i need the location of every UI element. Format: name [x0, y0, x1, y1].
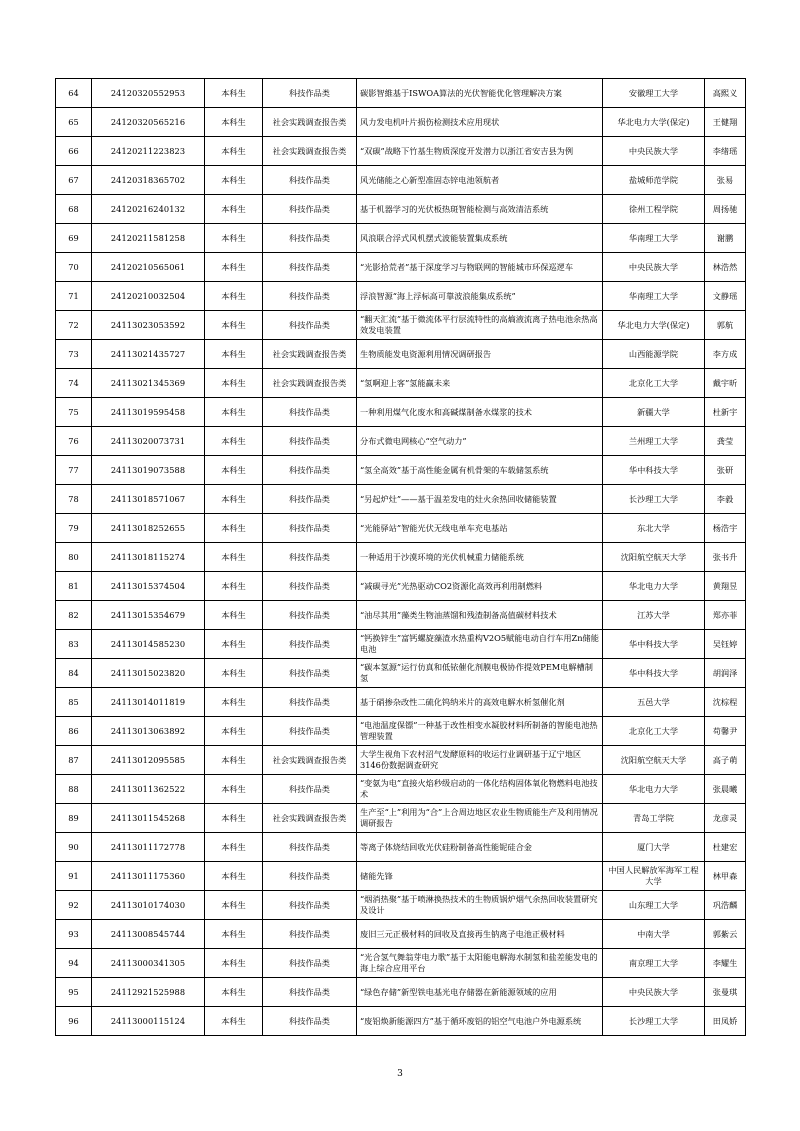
student-level: 本科生: [205, 949, 263, 978]
entry-id: 24113014011819: [92, 688, 205, 717]
author-name: 林甲森: [705, 862, 746, 891]
work-title: 生物质能发电资源利用情况调研报告: [357, 340, 603, 369]
school-name: 华北电力大学: [603, 572, 705, 601]
school-name: 华中科技大学: [603, 659, 705, 688]
work-category: 科技作品类: [263, 659, 357, 688]
work-category: 科技作品类: [263, 688, 357, 717]
school-name: 南京理工大学: [603, 949, 705, 978]
work-title: 基于机器学习的光伏板热斑智能检测与高效清洁系统: [357, 195, 603, 224]
school-name: 中央民族大学: [603, 978, 705, 1007]
row-number: 66: [56, 137, 92, 166]
author-name: 黄翔昱: [705, 572, 746, 601]
author-name: 李方成: [705, 340, 746, 369]
work-category: 社会实践调查报告类: [263, 746, 357, 775]
author-name: 郑亦菲: [705, 601, 746, 630]
author-name: 张研: [705, 456, 746, 485]
work-title: “钙换锌生”富钙螺旋藻渣水热重构V2O5赋能电动自行车用Zn储能电池: [357, 630, 603, 659]
work-title: 风浪联合浮式风机摆式波能装置集成系统: [357, 224, 603, 253]
work-title: “减碳寻光”光热驱动CO2资源化高效再利用制燃料: [357, 572, 603, 601]
table-row: [56, 195, 746, 224]
student-level: 本科生: [205, 717, 263, 746]
author-name: 文静瑶: [705, 282, 746, 311]
table-row: [56, 282, 746, 311]
author-name: 高熙义: [705, 79, 746, 108]
student-level: 本科生: [205, 369, 263, 398]
work-category: 科技作品类: [263, 920, 357, 949]
school-name: 厦门大学: [603, 833, 705, 862]
entry-id: 24120216240132: [92, 195, 205, 224]
table-row: [56, 340, 746, 369]
school-name: 华中科技大学: [603, 456, 705, 485]
work-title: “另起炉灶”——基于温差发电的灶火余热回收储能装置: [357, 485, 603, 514]
work-title: 风光储能之心新型准固态锌电池领航者: [357, 166, 603, 195]
work-category: 社会实践调查报告类: [263, 108, 357, 137]
student-level: 本科生: [205, 891, 263, 920]
author-name: 郭航: [705, 311, 746, 340]
work-category: 科技作品类: [263, 456, 357, 485]
row-number: 84: [56, 659, 92, 688]
work-category: 科技作品类: [263, 485, 357, 514]
entry-id: 24113011545268: [92, 804, 205, 833]
entry-id: 24120211581258: [92, 224, 205, 253]
author-name: 王健翔: [705, 108, 746, 137]
school-name: 兰州理工大学: [603, 427, 705, 456]
student-level: 本科生: [205, 253, 263, 282]
author-name: 田凤娇: [705, 1007, 746, 1036]
table-row: [56, 137, 746, 166]
author-name: 戴宇昕: [705, 369, 746, 398]
author-name: 周扬驰: [705, 195, 746, 224]
work-category: 科技作品类: [263, 253, 357, 282]
row-number: 79: [56, 514, 92, 543]
entry-id: 24113010174030: [92, 891, 205, 920]
entry-id: 24113014585230: [92, 630, 205, 659]
school-name: 中国人民解放军海军工程大学: [603, 862, 705, 891]
school-name: 北京化工大学: [603, 369, 705, 398]
student-level: 本科生: [205, 137, 263, 166]
entry-id: 24113011172778: [92, 833, 205, 862]
student-level: 本科生: [205, 862, 263, 891]
entry-id: 24113018115274: [92, 543, 205, 572]
entry-id: 24113015023820: [92, 659, 205, 688]
row-number: 85: [56, 688, 92, 717]
work-category: 科技作品类: [263, 282, 357, 311]
entry-id: 24113011362522: [92, 775, 205, 804]
author-name: 李毅: [705, 485, 746, 514]
author-name: 吴钰婷: [705, 630, 746, 659]
table-row: [56, 514, 746, 543]
work-title: “氢全高效”基于高性能金属有机骨架的车载储氢系统: [357, 456, 603, 485]
student-level: 本科生: [205, 630, 263, 659]
row-number: 90: [56, 833, 92, 862]
table-row: [56, 833, 746, 862]
student-level: 本科生: [205, 224, 263, 253]
entry-id: 24120211223823: [92, 137, 205, 166]
entry-id: 24113018571067: [92, 485, 205, 514]
entry-id: 24120318365702: [92, 166, 205, 195]
student-level: 本科生: [205, 427, 263, 456]
student-level: 本科生: [205, 166, 263, 195]
school-name: 华北电力大学(保定): [603, 108, 705, 137]
entry-id: 24113021435727: [92, 340, 205, 369]
row-number: 91: [56, 862, 92, 891]
school-name: 华南理工大学: [603, 224, 705, 253]
student-level: 本科生: [205, 920, 263, 949]
entry-id: 24113015354679: [92, 601, 205, 630]
school-name: 华北电力大学: [603, 775, 705, 804]
work-category: 社会实践调查报告类: [263, 340, 357, 369]
table-row: [56, 862, 746, 891]
work-title: “氢啊迎上客”氢能赢未来: [357, 369, 603, 398]
work-category: 科技作品类: [263, 717, 357, 746]
author-name: 张易: [705, 166, 746, 195]
work-category: 科技作品类: [263, 601, 357, 630]
table-row: [56, 224, 746, 253]
school-name: 新疆大学: [603, 398, 705, 427]
table-row: [56, 398, 746, 427]
work-category: 科技作品类: [263, 543, 357, 572]
school-name: 长沙理工大学: [603, 485, 705, 514]
row-number: 65: [56, 108, 92, 137]
author-name: 张书升: [705, 543, 746, 572]
school-name: 江苏大学: [603, 601, 705, 630]
row-number: 76: [56, 427, 92, 456]
work-title: 浮浪智源“海上浮标高可靠波浪能集成系统”: [357, 282, 603, 311]
row-number: 83: [56, 630, 92, 659]
table-row: [56, 601, 746, 630]
student-level: 本科生: [205, 485, 263, 514]
row-number: 93: [56, 920, 92, 949]
entry-id: 24120320552953: [92, 79, 205, 108]
table-row: [56, 978, 746, 1007]
work-title: 等离子体烧结回收光伏硅粉制备高性能铌硅合金: [357, 833, 603, 862]
student-level: 本科生: [205, 514, 263, 543]
work-title: “烟消热聚”基于喷淋换热技术的生物质锅炉烟气余热回收装置研究及设计: [357, 891, 603, 920]
school-name: 山东理工大学: [603, 891, 705, 920]
student-level: 本科生: [205, 804, 263, 833]
author-name: 沈棕程: [705, 688, 746, 717]
table-body: [56, 79, 746, 1036]
table-row: [56, 427, 746, 456]
entry-id: 24113020073731: [92, 427, 205, 456]
student-level: 本科生: [205, 311, 263, 340]
work-category: 科技作品类: [263, 572, 357, 601]
work-title: “变氨为电”直接火焰秒级启动的一体化结构固体氧化物燃料电池技术: [357, 775, 603, 804]
work-category: 科技作品类: [263, 862, 357, 891]
student-level: 本科生: [205, 195, 263, 224]
author-name: 李耀生: [705, 949, 746, 978]
row-number: 70: [56, 253, 92, 282]
entry-id: 24113021345369: [92, 369, 205, 398]
table-row: [56, 253, 746, 282]
student-level: 本科生: [205, 398, 263, 427]
table-row: [56, 1007, 746, 1036]
entry-id: 24113019595458: [92, 398, 205, 427]
work-title: 基于硝掺杂改性二硫化钨纳米片的高效电解水析氢催化剂: [357, 688, 603, 717]
entry-id: 24113015374504: [92, 572, 205, 601]
author-name: 李绪瑶: [705, 137, 746, 166]
student-level: 本科生: [205, 340, 263, 369]
work-category: 科技作品类: [263, 166, 357, 195]
work-title: “光能驿站”智能光伏无线电单车充电基站: [357, 514, 603, 543]
work-title: “碳本氢源”运行仿真和低铱催化剂膜电极协作提效PEM电解槽制氢: [357, 659, 603, 688]
author-name: 郭紫云: [705, 920, 746, 949]
work-category: 科技作品类: [263, 195, 357, 224]
author-name: 苟馨尹: [705, 717, 746, 746]
entry-id: 24113000341305: [92, 949, 205, 978]
work-title: 分布式微电网核心“空气动力”: [357, 427, 603, 456]
work-category: 社会实践调查报告类: [263, 804, 357, 833]
school-name: 沈阳航空航天大学: [603, 746, 705, 775]
school-name: 盐城师范学院: [603, 166, 705, 195]
row-number: 81: [56, 572, 92, 601]
work-category: 科技作品类: [263, 79, 357, 108]
table-row: [56, 630, 746, 659]
student-level: 本科生: [205, 282, 263, 311]
school-name: 华北电力大学(保定): [603, 311, 705, 340]
work-category: 科技作品类: [263, 398, 357, 427]
row-number: 71: [56, 282, 92, 311]
award-list-table: [55, 78, 746, 1036]
work-title: “光合氢气舞翁芽电力歌”基于太阳能电解海水制氢和盐差能发电的海上综合应用平台: [357, 949, 603, 978]
author-name: 林浩然: [705, 253, 746, 282]
row-number: 73: [56, 340, 92, 369]
table-row: [56, 79, 746, 108]
school-name: 中南大学: [603, 920, 705, 949]
work-title: 储能先锋: [357, 862, 603, 891]
table-row: [56, 108, 746, 137]
entry-id: 24113012095585: [92, 746, 205, 775]
work-title: “电池温度保镖”一种基于改性相变水凝胶材料所制备的智能电池热管理装置: [357, 717, 603, 746]
student-level: 本科生: [205, 1007, 263, 1036]
author-name: 谢鹏: [705, 224, 746, 253]
table-row: [56, 311, 746, 340]
table-row: [56, 166, 746, 195]
work-category: 科技作品类: [263, 514, 357, 543]
entry-id: 24113018252655: [92, 514, 205, 543]
work-category: 科技作品类: [263, 949, 357, 978]
school-name: 华中科技大学: [603, 630, 705, 659]
author-name: 杜建宏: [705, 833, 746, 862]
work-category: 科技作品类: [263, 833, 357, 862]
work-title: 废旧三元正极材料的回收及直接再生钠离子电池正极材料: [357, 920, 603, 949]
author-name: 龚莹: [705, 427, 746, 456]
work-title: 大学生视角下农村沼气发酵原料的收运行业调研基于辽宁地区3146份数据调查研究: [357, 746, 603, 775]
author-name: 胡润泽: [705, 659, 746, 688]
student-level: 本科生: [205, 601, 263, 630]
work-title: “废铝焕新能源四方”基于循环废铝的铝空气电池户外电源系统: [357, 1007, 603, 1036]
row-number: 89: [56, 804, 92, 833]
student-level: 本科生: [205, 688, 263, 717]
student-level: 本科生: [205, 659, 263, 688]
entry-id: 24113008545744: [92, 920, 205, 949]
page-number: 3: [397, 1069, 403, 1079]
row-number: 78: [56, 485, 92, 514]
table-row: [56, 688, 746, 717]
author-name: 龙彦灵: [705, 804, 746, 833]
author-name: 巩浩麟: [705, 891, 746, 920]
row-number: 80: [56, 543, 92, 572]
table-row: [56, 369, 746, 398]
work-title: “翻天汇流”基于微流体平行层流特性的高熵液流离子热电池余热高效发电装置: [357, 311, 603, 340]
author-name: 高子萌: [705, 746, 746, 775]
work-title: “绿色存储”新型铁电基光电存储器在新能源领域的应用: [357, 978, 603, 1007]
entry-id: 24113019073588: [92, 456, 205, 485]
student-level: 本科生: [205, 79, 263, 108]
row-number: 74: [56, 369, 92, 398]
student-level: 本科生: [205, 978, 263, 1007]
school-name: 安徽理工大学: [603, 79, 705, 108]
work-title: 一种利用煤气化废水和高碱煤制备水煤浆的技术: [357, 398, 603, 427]
row-number: 75: [56, 398, 92, 427]
row-number: 87: [56, 746, 92, 775]
entry-id: 24120210565061: [92, 253, 205, 282]
table-row: [56, 572, 746, 601]
work-category: 科技作品类: [263, 224, 357, 253]
row-number: 92: [56, 891, 92, 920]
entry-id: 24113023053592: [92, 311, 205, 340]
student-level: 本科生: [205, 746, 263, 775]
work-category: 社会实践调查报告类: [263, 137, 357, 166]
row-number: 67: [56, 166, 92, 195]
work-title: 一种适用于沙漠环境的光伏机械重力储能系统: [357, 543, 603, 572]
school-name: 中央民族大学: [603, 253, 705, 282]
entry-id: 24120210032504: [92, 282, 205, 311]
row-number: 68: [56, 195, 92, 224]
table-row: [56, 659, 746, 688]
entry-id: 24113011175360: [92, 862, 205, 891]
school-name: 中央民族大学: [603, 137, 705, 166]
work-title: 风力发电机叶片损伤检测技术应用现状: [357, 108, 603, 137]
work-category: 科技作品类: [263, 427, 357, 456]
entry-id: 24113000115124: [92, 1007, 205, 1036]
row-number: 88: [56, 775, 92, 804]
row-number: 96: [56, 1007, 92, 1036]
table-row: [56, 775, 746, 804]
school-name: 东北大学: [603, 514, 705, 543]
work-category: 社会实践调查报告类: [263, 369, 357, 398]
table-row: [56, 456, 746, 485]
school-name: 沈阳航空航天大学: [603, 543, 705, 572]
work-category: 科技作品类: [263, 775, 357, 804]
entry-id: 24120320565216: [92, 108, 205, 137]
table-row: [56, 717, 746, 746]
entry-id: 24113013063892: [92, 717, 205, 746]
school-name: 长沙理工大学: [603, 1007, 705, 1036]
table-row: [56, 891, 746, 920]
row-number: 82: [56, 601, 92, 630]
work-category: 科技作品类: [263, 891, 357, 920]
work-category: 科技作品类: [263, 1007, 357, 1036]
author-name: 杨浩宇: [705, 514, 746, 543]
student-level: 本科生: [205, 775, 263, 804]
school-name: 五邑大学: [603, 688, 705, 717]
student-level: 本科生: [205, 572, 263, 601]
student-level: 本科生: [205, 108, 263, 137]
author-name: 杜新宇: [705, 398, 746, 427]
work-title: “双碳”战略下竹基生物质深度开发潜力以浙江省安吉县为例: [357, 137, 603, 166]
work-title: “油尽其用”藻类生物油蒸馏和残渣制备高值碳材料技术: [357, 601, 603, 630]
work-title: “光影拾荒者”基于深度学习与物联网的智能城市环保巡逻车: [357, 253, 603, 282]
row-number: 69: [56, 224, 92, 253]
row-number: 95: [56, 978, 92, 1007]
table-row: [56, 543, 746, 572]
table-row: [56, 949, 746, 978]
author-name: 张晨曦: [705, 775, 746, 804]
school-name: 山西能源学院: [603, 340, 705, 369]
table-row: [56, 920, 746, 949]
work-category: 科技作品类: [263, 630, 357, 659]
student-level: 本科生: [205, 543, 263, 572]
work-title: 碳影智維基于ISWOA算法的光伏智能优化管理解决方案: [357, 79, 603, 108]
table-row: [56, 485, 746, 514]
row-number: 86: [56, 717, 92, 746]
row-number: 94: [56, 949, 92, 978]
row-number: 72: [56, 311, 92, 340]
student-level: 本科生: [205, 833, 263, 862]
work-category: 科技作品类: [263, 311, 357, 340]
student-level: 本科生: [205, 456, 263, 485]
table-row: [56, 746, 746, 775]
author-name: 张曼琪: [705, 978, 746, 1007]
school-name: 青岛工学院: [603, 804, 705, 833]
table-row: [56, 804, 746, 833]
school-name: 华南理工大学: [603, 282, 705, 311]
school-name: 北京化工大学: [603, 717, 705, 746]
row-number: 77: [56, 456, 92, 485]
work-title: 生产至“上”利用为“合”上合周边地区农业生物质能生产及利用情况调研报告: [357, 804, 603, 833]
school-name: 徐州工程学院: [603, 195, 705, 224]
work-category: 科技作品类: [263, 978, 357, 1007]
row-number: 64: [56, 79, 92, 108]
entry-id: 24112921525988: [92, 978, 205, 1007]
